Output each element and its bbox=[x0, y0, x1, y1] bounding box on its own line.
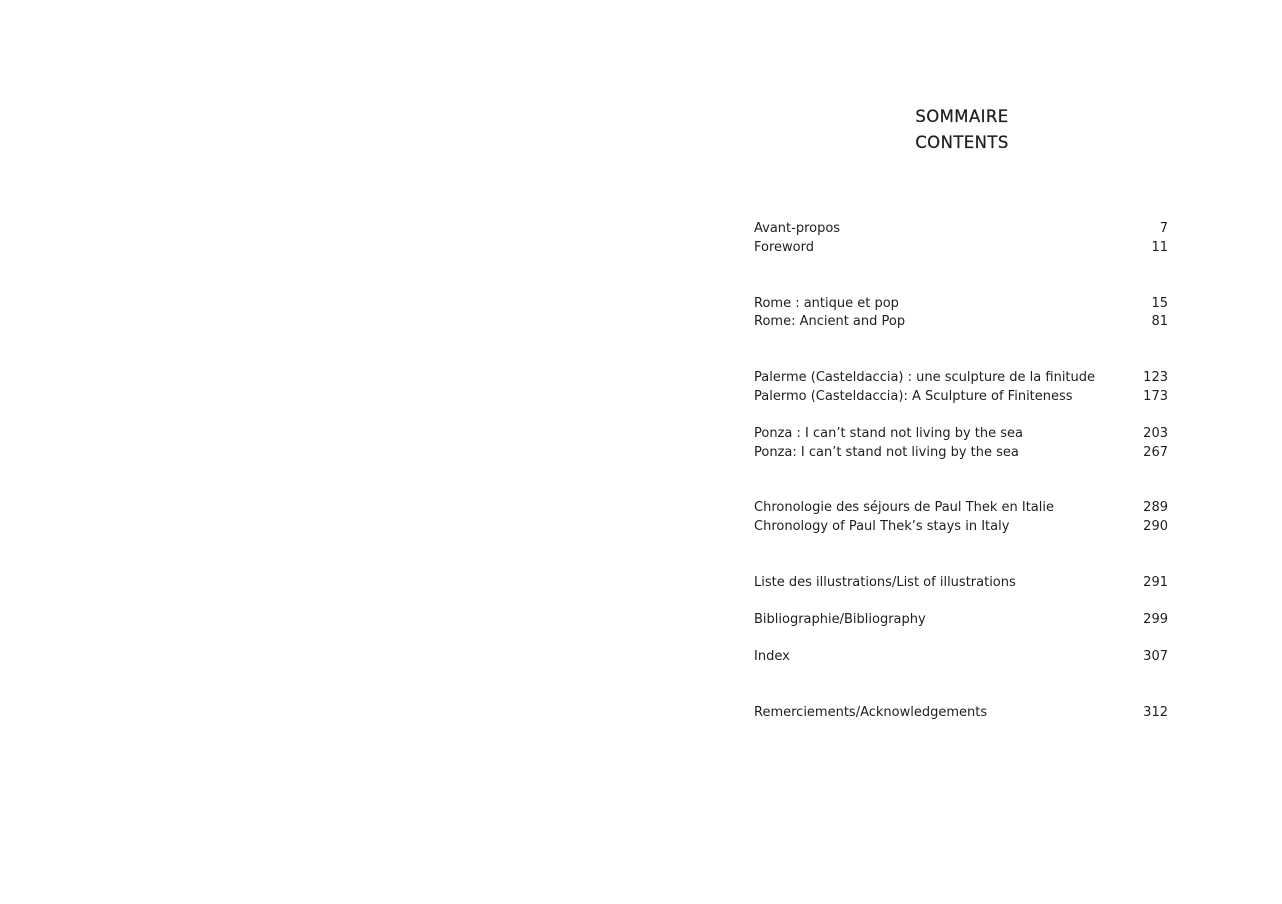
toc-entry-title: Chronologie des séjours de Paul Thek en Italie bbox=[754, 500, 1054, 515]
toc-entry-page: 312 bbox=[1143, 705, 1168, 720]
toc-entry-page: 290 bbox=[1143, 519, 1168, 534]
toc-entry-title: Remerciements/Acknowledgements bbox=[754, 705, 988, 720]
toc-entry-chronologie[interactable] bbox=[754, 498, 1168, 517]
contents-page bbox=[641, 0, 1282, 904]
toc-entry-palermo-en[interactable] bbox=[754, 387, 1168, 406]
toc-entry-title: Ponza : I can’t stand not living by the sea bbox=[754, 426, 1024, 441]
toc-entry-title: Avant-propos bbox=[754, 221, 841, 236]
toc-entry-page: 299 bbox=[1143, 612, 1168, 627]
toc-entry-acknowledgements[interactable] bbox=[754, 703, 1168, 722]
toc-entry-page: 15 bbox=[1151, 296, 1168, 311]
toc-entry-title: Palerme (Casteldaccia) : une sculpture de la finitude bbox=[754, 370, 1096, 385]
toc-entry-rome-en[interactable] bbox=[754, 312, 1168, 331]
toc-entry-ponza-en[interactable] bbox=[754, 443, 1168, 462]
toc-entry-foreword[interactable] bbox=[754, 238, 1168, 257]
toc-entry-title: Ponza: I can’t stand not living by the sea bbox=[754, 445, 1019, 460]
toc-entry-palerme-fr[interactable] bbox=[754, 368, 1168, 387]
toc-entry-page: 307 bbox=[1143, 649, 1168, 664]
toc-entry-page: 123 bbox=[1143, 370, 1168, 385]
toc-entry-title: Index bbox=[754, 649, 790, 664]
toc-entry-ponza-fr[interactable] bbox=[754, 424, 1168, 443]
toc-entry-page: 267 bbox=[1143, 445, 1168, 460]
toc-entry-title: Rome : antique et pop bbox=[754, 296, 899, 311]
toc-entry-title: Liste des illustrations/List of illustrations bbox=[754, 575, 1016, 590]
toc-entry-illustrations[interactable] bbox=[754, 573, 1168, 592]
toc-entry-bibliography[interactable] bbox=[754, 610, 1168, 629]
toc-entry-title: Rome: Ancient and Pop bbox=[754, 314, 906, 329]
heading-sommaire: SOMMAIRE bbox=[915, 107, 1009, 126]
toc-entry-page: 173 bbox=[1143, 389, 1168, 404]
toc-entry-page: 11 bbox=[1151, 240, 1168, 255]
toc-entry-title: Chronology of Paul Thek’s stays in Italy bbox=[754, 519, 1010, 534]
toc-entry-page: 81 bbox=[1151, 314, 1168, 329]
heading-contents: CONTENTS bbox=[915, 133, 1009, 152]
toc-entry-index[interactable] bbox=[754, 647, 1168, 666]
toc-entry-avant-propos[interactable] bbox=[754, 219, 1168, 238]
toc-entry-chronology[interactable] bbox=[754, 517, 1168, 536]
toc-entry-page: 291 bbox=[1143, 575, 1168, 590]
toc-entry-title: Palermo (Casteldaccia): A Sculpture of Finiteness bbox=[754, 389, 1073, 404]
toc-entry-title: Bibliographie/Bibliography bbox=[754, 612, 926, 627]
toc-entry-rome-fr[interactable] bbox=[754, 294, 1168, 313]
toc-entry-page: 289 bbox=[1143, 500, 1168, 515]
toc-entry-page: 7 bbox=[1159, 221, 1168, 236]
toc-entry-title: Foreword bbox=[754, 240, 814, 255]
toc-entry-page: 203 bbox=[1143, 426, 1168, 441]
